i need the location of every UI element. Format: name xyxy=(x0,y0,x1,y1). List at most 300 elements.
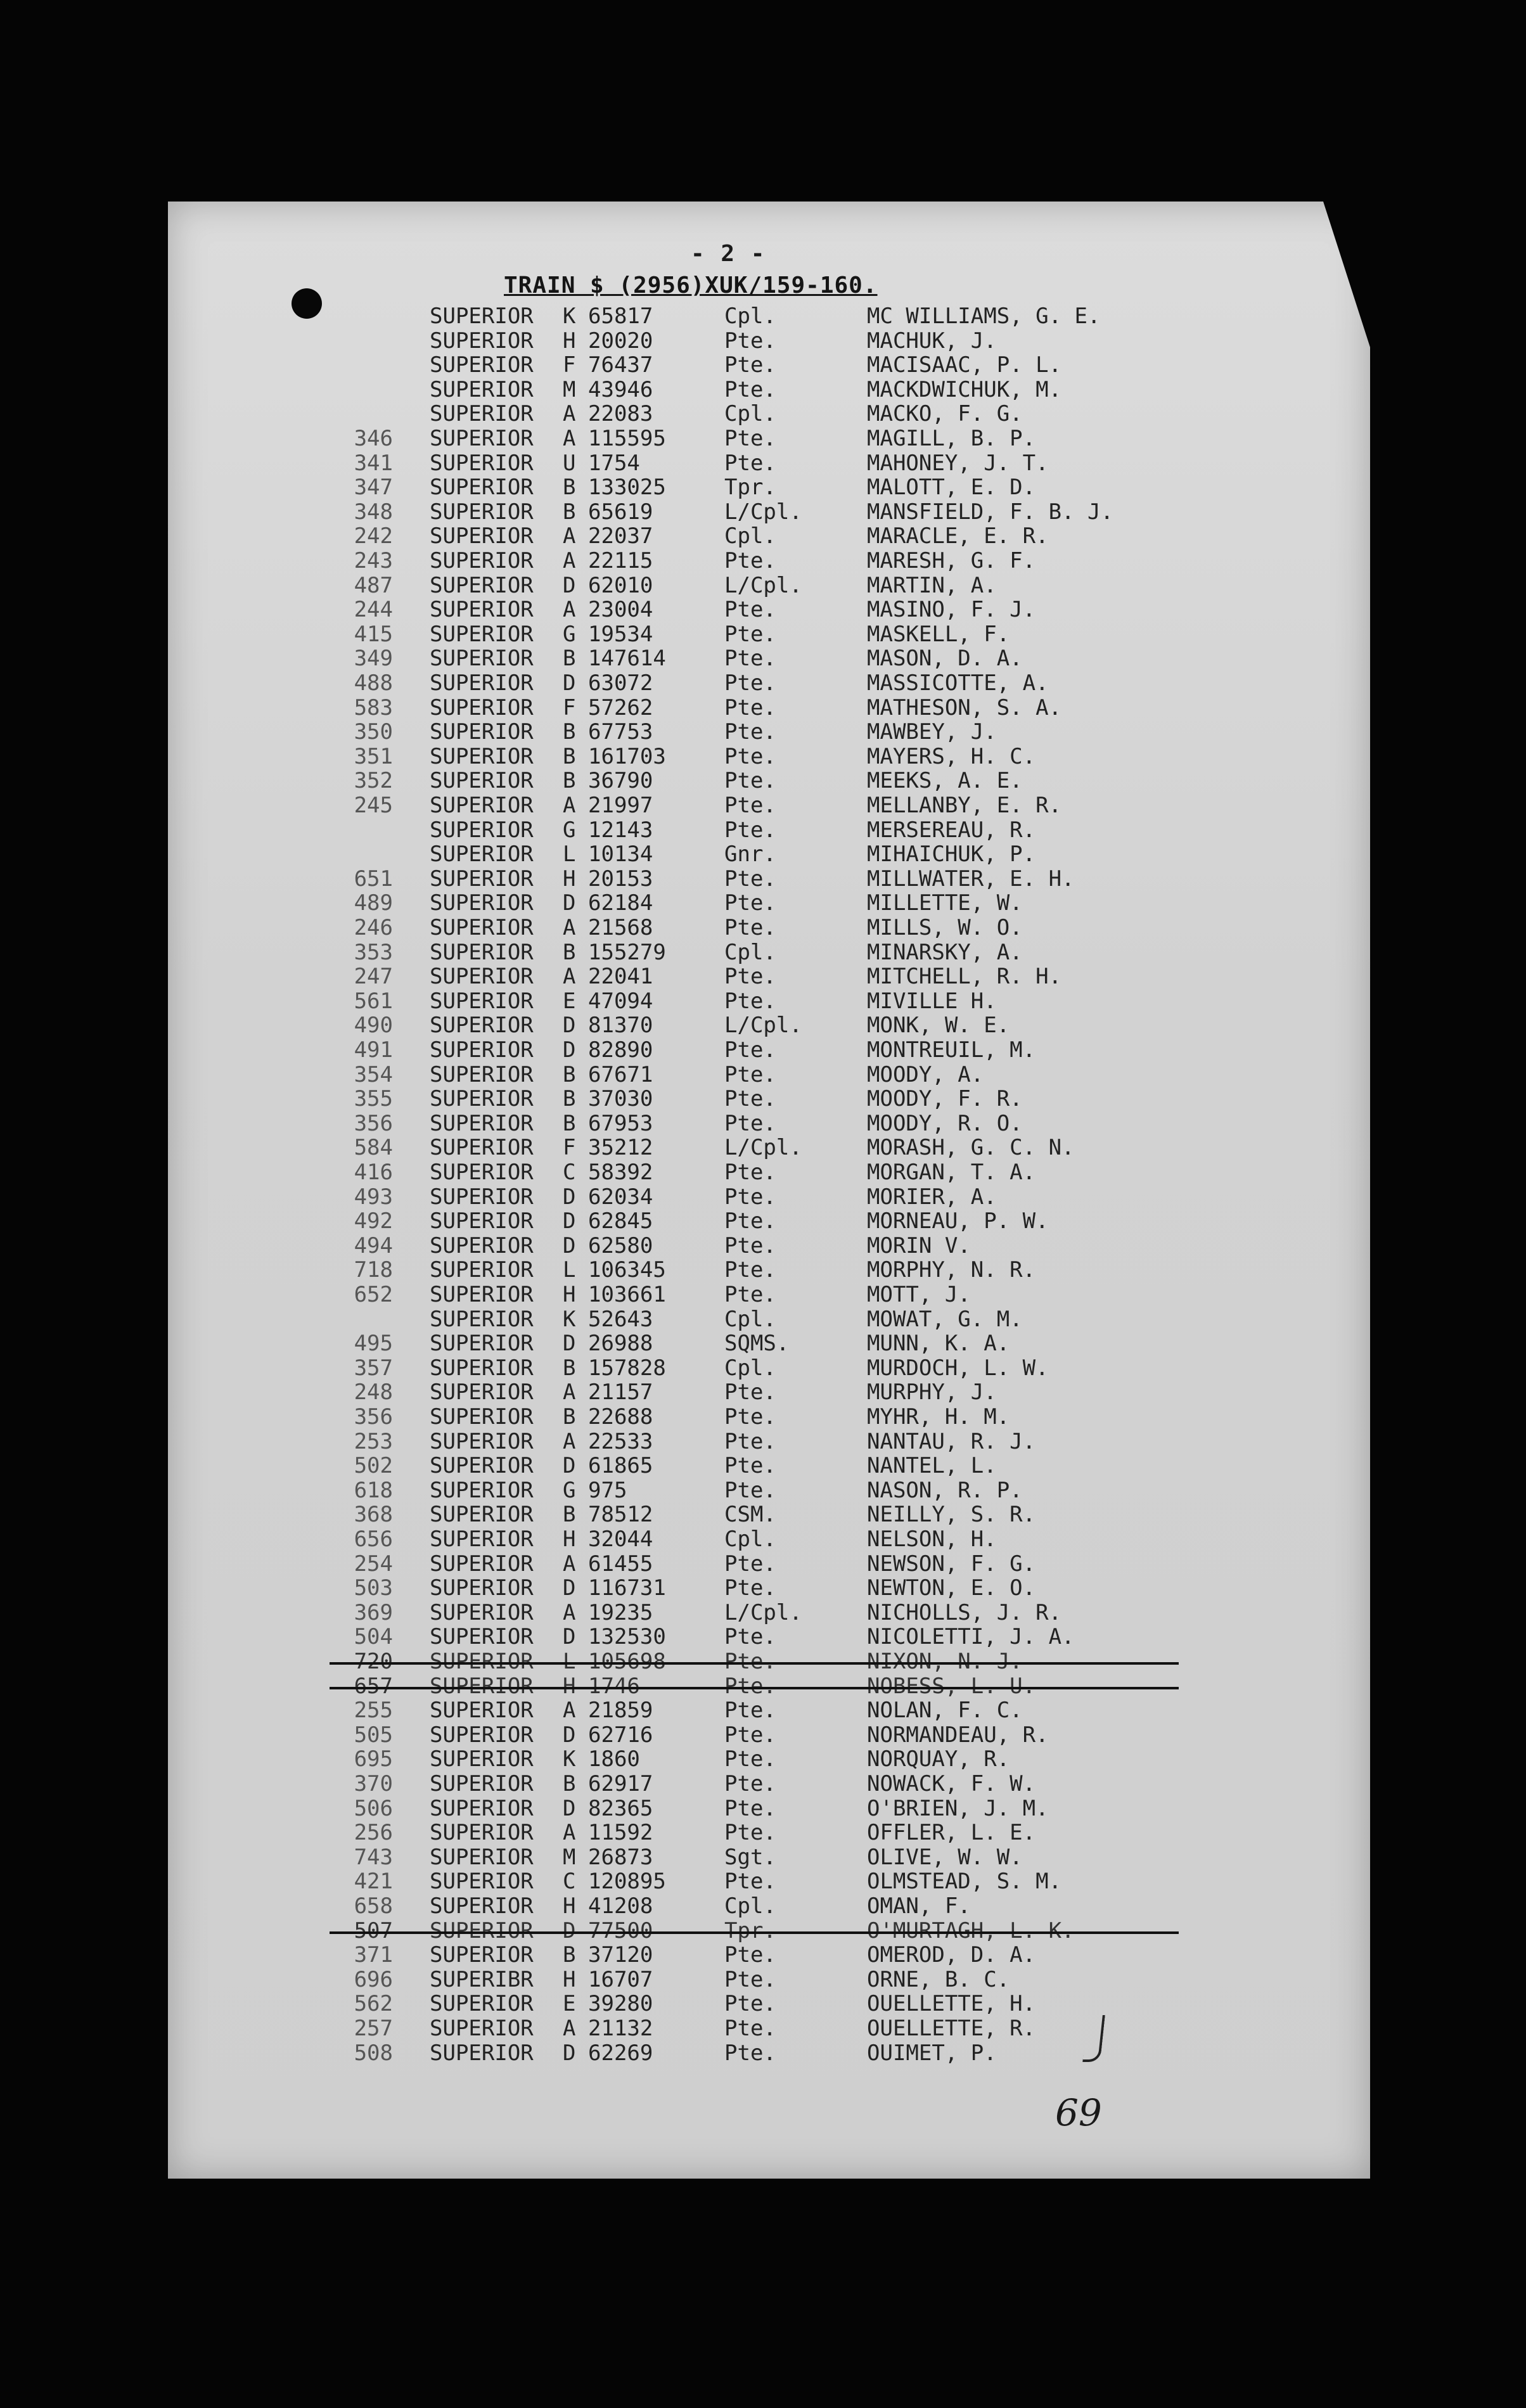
roll-number: 370 xyxy=(354,1771,393,1796)
rank: Pte. xyxy=(724,352,776,378)
rank: Pte. xyxy=(724,328,776,354)
rank: Gnr. xyxy=(724,842,776,868)
ship-name: SUPERIOR xyxy=(430,1282,534,1307)
company-letter: K xyxy=(563,1746,576,1772)
ship-name: SUPERIOR xyxy=(430,450,534,476)
roll-number: 356 xyxy=(354,1404,393,1430)
rank: Pte. xyxy=(724,890,776,916)
rank: Pte. xyxy=(724,670,776,696)
ship-name: SUPERIOR xyxy=(430,988,534,1014)
regimental-number: 81370 xyxy=(588,1013,653,1039)
rank: Pte. xyxy=(724,866,776,892)
roll-number: 507 xyxy=(354,1918,393,1944)
rank: Pte. xyxy=(724,1184,776,1210)
roll-number: 503 xyxy=(354,1575,393,1601)
ship-name: SUPERIOR xyxy=(430,1404,534,1430)
company-letter: A xyxy=(563,426,576,451)
roll-number: 618 xyxy=(354,1477,393,1503)
soldier-name: MORGAN, T. A. xyxy=(867,1160,1036,1185)
regimental-number: 62917 xyxy=(588,1771,653,1796)
company-letter: M xyxy=(563,1844,576,1870)
ship-name: SUPERIBR xyxy=(430,1966,534,1992)
company-letter: A xyxy=(563,915,576,940)
company-letter: D xyxy=(563,670,576,696)
roll-number: 341 xyxy=(354,450,393,476)
company-letter: H xyxy=(563,1282,576,1307)
regimental-number: 1746 xyxy=(588,1673,640,1699)
soldier-name: NEWSON, F. G. xyxy=(867,1551,1036,1577)
ship-name: SUPERIOR xyxy=(430,1698,534,1724)
ship-name: SUPERIOR xyxy=(430,1306,534,1332)
soldier-name: MOTT, J. xyxy=(867,1282,971,1307)
roll-number: 246 xyxy=(354,915,393,940)
ship-name: SUPERIOR xyxy=(430,376,534,402)
rank: Pte. xyxy=(724,1575,776,1601)
rank: Pte. xyxy=(724,1453,776,1479)
company-letter: H xyxy=(563,328,576,354)
ship-name: SUPERIOR xyxy=(430,817,534,843)
regimental-number: 23004 xyxy=(588,597,653,623)
ship-name: SUPERIOR xyxy=(430,426,534,451)
soldier-name: MACKDWICHUK, M. xyxy=(867,376,1062,402)
soldier-name: OUIMET, P. xyxy=(867,2040,997,2066)
roll-number: 247 xyxy=(354,964,393,990)
roll-number: 487 xyxy=(354,572,393,598)
rank: L/Cpl. xyxy=(724,1599,802,1625)
soldier-name: MYHR, H. M. xyxy=(867,1404,1010,1430)
roll-number: 718 xyxy=(354,1257,393,1283)
ship-name: SUPERIOR xyxy=(430,646,534,672)
regimental-number: 120895 xyxy=(588,1869,666,1895)
ship-name: SUPERIOR xyxy=(430,352,534,378)
ship-name: SUPERIOR xyxy=(430,597,534,623)
handwritten-folio-number: 69 xyxy=(1055,2091,1102,2134)
page-number: - 2 - xyxy=(691,241,766,267)
ship-name: SUPERIOR xyxy=(430,670,534,696)
soldier-name: NANTAU, R. J. xyxy=(867,1428,1036,1454)
regimental-number: 36790 xyxy=(588,768,653,794)
regimental-number: 65817 xyxy=(588,304,653,329)
soldier-name: MATHESON, S. A. xyxy=(867,695,1062,720)
soldier-name: OUELLETTE, H. xyxy=(867,1991,1036,2017)
regimental-number: 22037 xyxy=(588,523,653,549)
regimental-number: 76437 xyxy=(588,352,653,378)
ship-name: SUPERIOR xyxy=(430,1110,534,1136)
soldier-name: NANTEL, L. xyxy=(867,1453,997,1479)
regimental-number: 115595 xyxy=(588,426,666,451)
rank: Pte. xyxy=(724,793,776,818)
company-letter: L xyxy=(563,1257,576,1283)
ship-name: SUPERIOR xyxy=(430,939,534,965)
regimental-number: 32044 xyxy=(588,1527,653,1552)
roll-number: 696 xyxy=(354,1966,393,1992)
ship-name: SUPERIOR xyxy=(430,1184,534,1210)
soldier-name: MASSICOTTE, A. xyxy=(867,670,1049,696)
ship-name: SUPERIOR xyxy=(430,572,534,598)
regimental-number: 12143 xyxy=(588,817,653,843)
soldier-name: MILLWATER, E. H. xyxy=(867,866,1075,892)
rank: Pte. xyxy=(724,1086,776,1112)
company-letter: B xyxy=(563,1502,576,1528)
roll-number: 346 xyxy=(354,426,393,451)
soldier-name: NICHOLLS, J. R. xyxy=(867,1599,1062,1625)
soldier-name: NASON, R. P. xyxy=(867,1477,1023,1503)
ship-name: SUPERIOR xyxy=(430,1795,534,1821)
roll-number: 242 xyxy=(354,523,393,549)
company-letter: G xyxy=(563,817,576,843)
soldier-name: OLIVE, W. W. xyxy=(867,1844,1023,1870)
document-header: TRAIN $ (2956)XUK/159-160. xyxy=(504,272,878,298)
regimental-number: 82365 xyxy=(588,1795,653,1821)
regimental-number: 78512 xyxy=(588,1502,653,1528)
soldier-name: MARACLE, E. R. xyxy=(867,523,1049,549)
roll-number: 368 xyxy=(354,1502,393,1528)
rank: Cpl. xyxy=(724,523,776,549)
rank: Pte. xyxy=(724,1160,776,1185)
regimental-number: 20153 xyxy=(588,866,653,892)
company-letter: H xyxy=(563,1673,576,1699)
company-letter: A xyxy=(563,1380,576,1406)
soldier-name: NORMANDEAU, R. xyxy=(867,1722,1049,1748)
company-letter: E xyxy=(563,1991,576,2017)
ship-name: SUPERIOR xyxy=(430,1722,534,1748)
roll-number: 421 xyxy=(354,1869,393,1895)
roll-number: 493 xyxy=(354,1184,393,1210)
soldier-name: MOODY, R. O. xyxy=(867,1110,1023,1136)
company-letter: F xyxy=(563,1135,576,1161)
regimental-number: 157828 xyxy=(588,1355,666,1381)
soldier-name: MURDOCH, L. W. xyxy=(867,1355,1049,1381)
regimental-number: 21157 xyxy=(588,1380,653,1406)
company-letter: C xyxy=(563,1160,576,1185)
regimental-number: 39280 xyxy=(588,1991,653,2017)
regimental-number: 57262 xyxy=(588,695,653,720)
regimental-number: 116731 xyxy=(588,1575,666,1601)
roll-number: 508 xyxy=(354,2040,393,2066)
rank: Pte. xyxy=(724,1991,776,2017)
regimental-number: 132530 xyxy=(588,1624,666,1650)
soldier-name: MAGILL, B. P. xyxy=(867,426,1036,451)
rank: Pte. xyxy=(724,1428,776,1454)
soldier-name: NEILLY, S. R. xyxy=(867,1502,1036,1528)
soldier-name: OUELLETTE, R. xyxy=(867,2016,1036,2041)
rank: Pte. xyxy=(724,743,776,769)
rank: L/Cpl. xyxy=(724,499,802,525)
ship-name: SUPERIOR xyxy=(430,475,534,501)
rank: Pte. xyxy=(724,2016,776,2041)
roll-number: 651 xyxy=(354,866,393,892)
ship-name: SUPERIOR xyxy=(430,1502,534,1528)
regimental-number: 11592 xyxy=(588,1820,653,1846)
roll-number: 254 xyxy=(354,1551,393,1577)
soldier-name: NELSON, H. xyxy=(867,1527,997,1552)
company-letter: A xyxy=(563,1820,576,1846)
company-letter: D xyxy=(563,1037,576,1063)
ship-name: SUPERIOR xyxy=(430,1257,534,1283)
ship-name: SUPERIOR xyxy=(430,866,534,892)
ship-name: SUPERIOR xyxy=(430,1160,534,1185)
roll-number: 256 xyxy=(354,1820,393,1846)
ship-name: SUPERIOR xyxy=(430,1820,534,1846)
roll-number: 416 xyxy=(354,1160,393,1185)
regimental-number: 67753 xyxy=(588,719,653,745)
ship-name: SUPERIOR xyxy=(430,1428,534,1454)
rank: Pte. xyxy=(724,695,776,720)
soldier-name: MAYERS, H. C. xyxy=(867,743,1036,769)
ship-name: SUPERIOR xyxy=(430,1991,534,2017)
company-letter: H xyxy=(563,1527,576,1552)
soldier-name: MONTREUIL, M. xyxy=(867,1037,1036,1063)
company-letter: H xyxy=(563,1893,576,1919)
soldier-name: MERSEREAU, R. xyxy=(867,817,1036,843)
soldier-name: MALOTT, E. D. xyxy=(867,475,1036,501)
regimental-number: 47094 xyxy=(588,988,653,1014)
roll-number: 489 xyxy=(354,890,393,916)
company-letter: U xyxy=(563,450,576,476)
soldier-name: MC WILLIAMS, G. E. xyxy=(867,304,1101,329)
regimental-number: 21859 xyxy=(588,1698,653,1724)
ship-name: SUPERIOR xyxy=(430,2040,534,2066)
regimental-number: 35212 xyxy=(588,1135,653,1161)
roll-number: 248 xyxy=(354,1380,393,1406)
company-letter: F xyxy=(563,695,576,720)
regimental-number: 21997 xyxy=(588,793,653,818)
soldier-name: MITCHELL, R. H. xyxy=(867,964,1062,990)
regimental-number: 67953 xyxy=(588,1110,653,1136)
company-letter: D xyxy=(563,1208,576,1234)
company-letter: D xyxy=(563,572,576,598)
ship-name: SUPERIOR xyxy=(430,1575,534,1601)
roll-number: 505 xyxy=(354,1722,393,1748)
company-letter: B xyxy=(563,743,576,769)
ship-name: SUPERIOR xyxy=(430,1086,534,1112)
soldier-name: MASKELL, F. xyxy=(867,621,1010,647)
soldier-name: NOWACK, F. W. xyxy=(867,1771,1036,1796)
company-letter: B xyxy=(563,646,576,672)
ship-name: SUPERIOR xyxy=(430,743,534,769)
ship-name: SUPERIOR xyxy=(430,1453,534,1479)
company-letter: K xyxy=(563,304,576,329)
regimental-number: 41208 xyxy=(588,1893,653,1919)
roll-number: 371 xyxy=(354,1942,393,1968)
ship-name: SUPERIOR xyxy=(430,1649,534,1674)
ship-name: SUPERIOR xyxy=(430,1331,534,1357)
rank: Cpl. xyxy=(724,1355,776,1381)
company-letter: A xyxy=(563,548,576,573)
roll-number: 494 xyxy=(354,1233,393,1258)
rank: Pte. xyxy=(724,964,776,990)
soldier-name: MARESH, G. F. xyxy=(867,548,1036,573)
ship-name: SUPERIOR xyxy=(430,1624,534,1650)
rank: Pte. xyxy=(724,1477,776,1503)
company-letter: B xyxy=(563,1061,576,1087)
rank: Pte. xyxy=(724,1282,776,1307)
company-letter: B xyxy=(563,475,576,501)
roll-number: 369 xyxy=(354,1599,393,1625)
ship-name: SUPERIOR xyxy=(430,915,534,940)
soldier-name: MOODY, A. xyxy=(867,1061,984,1087)
soldier-name: O'MURTAGH, L. K. xyxy=(867,1918,1075,1944)
company-letter: A xyxy=(563,1551,576,1577)
regimental-number: 22533 xyxy=(588,1428,653,1454)
ship-name: SUPERIOR xyxy=(430,1551,534,1577)
roll-number: 656 xyxy=(354,1527,393,1552)
roll-number: 245 xyxy=(354,793,393,818)
soldier-name: MAHONEY, J. T. xyxy=(867,450,1049,476)
ship-name: SUPERIOR xyxy=(430,1893,534,1919)
soldier-name: MIVILLE H. xyxy=(867,988,997,1014)
company-letter: C xyxy=(563,1869,576,1895)
soldier-name: MACKO, F. G. xyxy=(867,401,1023,427)
roll-number: 244 xyxy=(354,597,393,623)
soldier-name: MACISAAC, P. L. xyxy=(867,352,1062,378)
soldier-name: MORIER, A. xyxy=(867,1184,997,1210)
rank: Pte. xyxy=(724,1698,776,1724)
ship-name: SUPERIOR xyxy=(430,1599,534,1625)
ship-name: SUPERIOR xyxy=(430,1746,534,1772)
rank: Pte. xyxy=(724,1795,776,1821)
regimental-number: 22688 xyxy=(588,1404,653,1430)
roll-number: 720 xyxy=(354,1649,393,1674)
company-letter: A xyxy=(563,523,576,549)
rank: SQMS. xyxy=(724,1331,790,1357)
soldier-name: MORIN V. xyxy=(867,1233,971,1258)
ship-name: SUPERIOR xyxy=(430,1013,534,1039)
soldier-name: MURPHY, J. xyxy=(867,1380,997,1406)
regimental-number: 62184 xyxy=(588,890,653,916)
soldier-name: MILLS, W. O. xyxy=(867,915,1023,940)
rank: Pte. xyxy=(724,915,776,940)
company-letter: D xyxy=(563,1013,576,1039)
regimental-number: 161703 xyxy=(588,743,666,769)
regimental-number: 19235 xyxy=(588,1599,653,1625)
ship-name: SUPERIOR xyxy=(430,1380,534,1406)
roll-number: 743 xyxy=(354,1844,393,1870)
rank: L/Cpl. xyxy=(724,572,802,598)
regimental-number: 63072 xyxy=(588,670,653,696)
regimental-number: 103661 xyxy=(588,1282,666,1307)
roll-number: 350 xyxy=(354,719,393,745)
soldier-name: OMAN, F. xyxy=(867,1893,971,1919)
company-letter: A xyxy=(563,793,576,818)
company-letter: K xyxy=(563,1306,576,1332)
company-letter: D xyxy=(563,1453,576,1479)
rank: Pte. xyxy=(724,450,776,476)
regimental-number: 133025 xyxy=(588,475,666,501)
ship-name: SUPERIOR xyxy=(430,793,534,818)
regimental-number: 52643 xyxy=(588,1306,653,1332)
ship-name: SUPERIOR xyxy=(430,768,534,794)
ship-name: SUPERIOR xyxy=(430,1061,534,1087)
company-letter: B xyxy=(563,1404,576,1430)
roll-number: 257 xyxy=(354,2016,393,2041)
soldier-name: MEEKS, A. E. xyxy=(867,768,1023,794)
rank: Tpr. xyxy=(724,1918,776,1944)
rank: Pte. xyxy=(724,768,776,794)
company-letter: D xyxy=(563,1184,576,1210)
roll-number: 695 xyxy=(354,1746,393,1772)
company-letter: A xyxy=(563,597,576,623)
soldier-name: NEWTON, E. O. xyxy=(867,1575,1036,1601)
regimental-number: 62269 xyxy=(588,2040,653,2066)
regimental-number: 1754 xyxy=(588,450,640,476)
rank: Pte. xyxy=(724,1673,776,1699)
rank: Pte. xyxy=(724,1257,776,1283)
company-letter: B xyxy=(563,1110,576,1136)
regimental-number: 975 xyxy=(588,1477,627,1503)
rank: CSM. xyxy=(724,1502,776,1528)
regimental-number: 10134 xyxy=(588,842,653,868)
ship-name: SUPERIOR xyxy=(430,842,534,868)
soldier-name: MOWAT, G. M. xyxy=(867,1306,1023,1332)
company-letter: D xyxy=(563,1575,576,1601)
punch-hole xyxy=(292,288,322,319)
regimental-number: 61865 xyxy=(588,1453,653,1479)
ship-name: SUPERIOR xyxy=(430,621,534,647)
ship-name: SUPERIOR xyxy=(430,719,534,745)
company-letter: A xyxy=(563,1599,576,1625)
ship-name: SUPERIOR xyxy=(430,1477,534,1503)
company-letter: D xyxy=(563,1331,576,1357)
rank: Pte. xyxy=(724,1649,776,1674)
roll-number: 243 xyxy=(354,548,393,573)
rank: Sgt. xyxy=(724,1844,776,1870)
company-letter: G xyxy=(563,1477,576,1503)
company-letter: B xyxy=(563,1355,576,1381)
regimental-number: 22083 xyxy=(588,401,653,427)
soldier-name: MORPHY, N. R. xyxy=(867,1257,1036,1283)
soldier-name: MUNN, K. A. xyxy=(867,1331,1010,1357)
ship-name: SUPERIOR xyxy=(430,1233,534,1258)
regimental-number: 105698 xyxy=(588,1649,666,1674)
roll-number: 504 xyxy=(354,1624,393,1650)
soldier-name: NOBESS, L. U. xyxy=(867,1673,1036,1699)
rank: Pte. xyxy=(724,1771,776,1796)
rank: Pte. xyxy=(724,1233,776,1258)
regimental-number: 21568 xyxy=(588,915,653,940)
soldier-name: MILLETTE, W. xyxy=(867,890,1023,916)
rank: Cpl. xyxy=(724,401,776,427)
company-letter: A xyxy=(563,1428,576,1454)
rank: Cpl. xyxy=(724,939,776,965)
ship-name: SUPERIOR xyxy=(430,1037,534,1063)
roll-number: 353 xyxy=(354,939,393,965)
regimental-number: 26873 xyxy=(588,1844,653,1870)
roll-number: 490 xyxy=(354,1013,393,1039)
company-letter: A xyxy=(563,1698,576,1724)
rank: Pte. xyxy=(724,548,776,573)
company-letter: E xyxy=(563,988,576,1014)
company-letter: H xyxy=(563,866,576,892)
ship-name: SUPERIOR xyxy=(430,1918,534,1944)
regimental-number: 16707 xyxy=(588,1966,653,1992)
soldier-name: ORNE, B. C. xyxy=(867,1966,1010,1992)
soldier-name: MARTIN, A. xyxy=(867,572,997,598)
rank: Pte. xyxy=(724,597,776,623)
roll-number: 495 xyxy=(354,1331,393,1357)
regimental-number: 37120 xyxy=(588,1942,653,1968)
rank: Pte. xyxy=(724,1208,776,1234)
soldier-name: NICOLETTI, J. A. xyxy=(867,1624,1075,1650)
roll-number: 584 xyxy=(354,1135,393,1161)
company-letter: D xyxy=(563,1624,576,1650)
soldier-name: MOODY, F. R. xyxy=(867,1086,1023,1112)
rank: Pte. xyxy=(724,1037,776,1063)
company-letter: B xyxy=(563,1942,576,1968)
roll-number: 652 xyxy=(354,1282,393,1307)
rank: L/Cpl. xyxy=(724,1013,802,1039)
ship-name: SUPERIOR xyxy=(430,401,534,427)
